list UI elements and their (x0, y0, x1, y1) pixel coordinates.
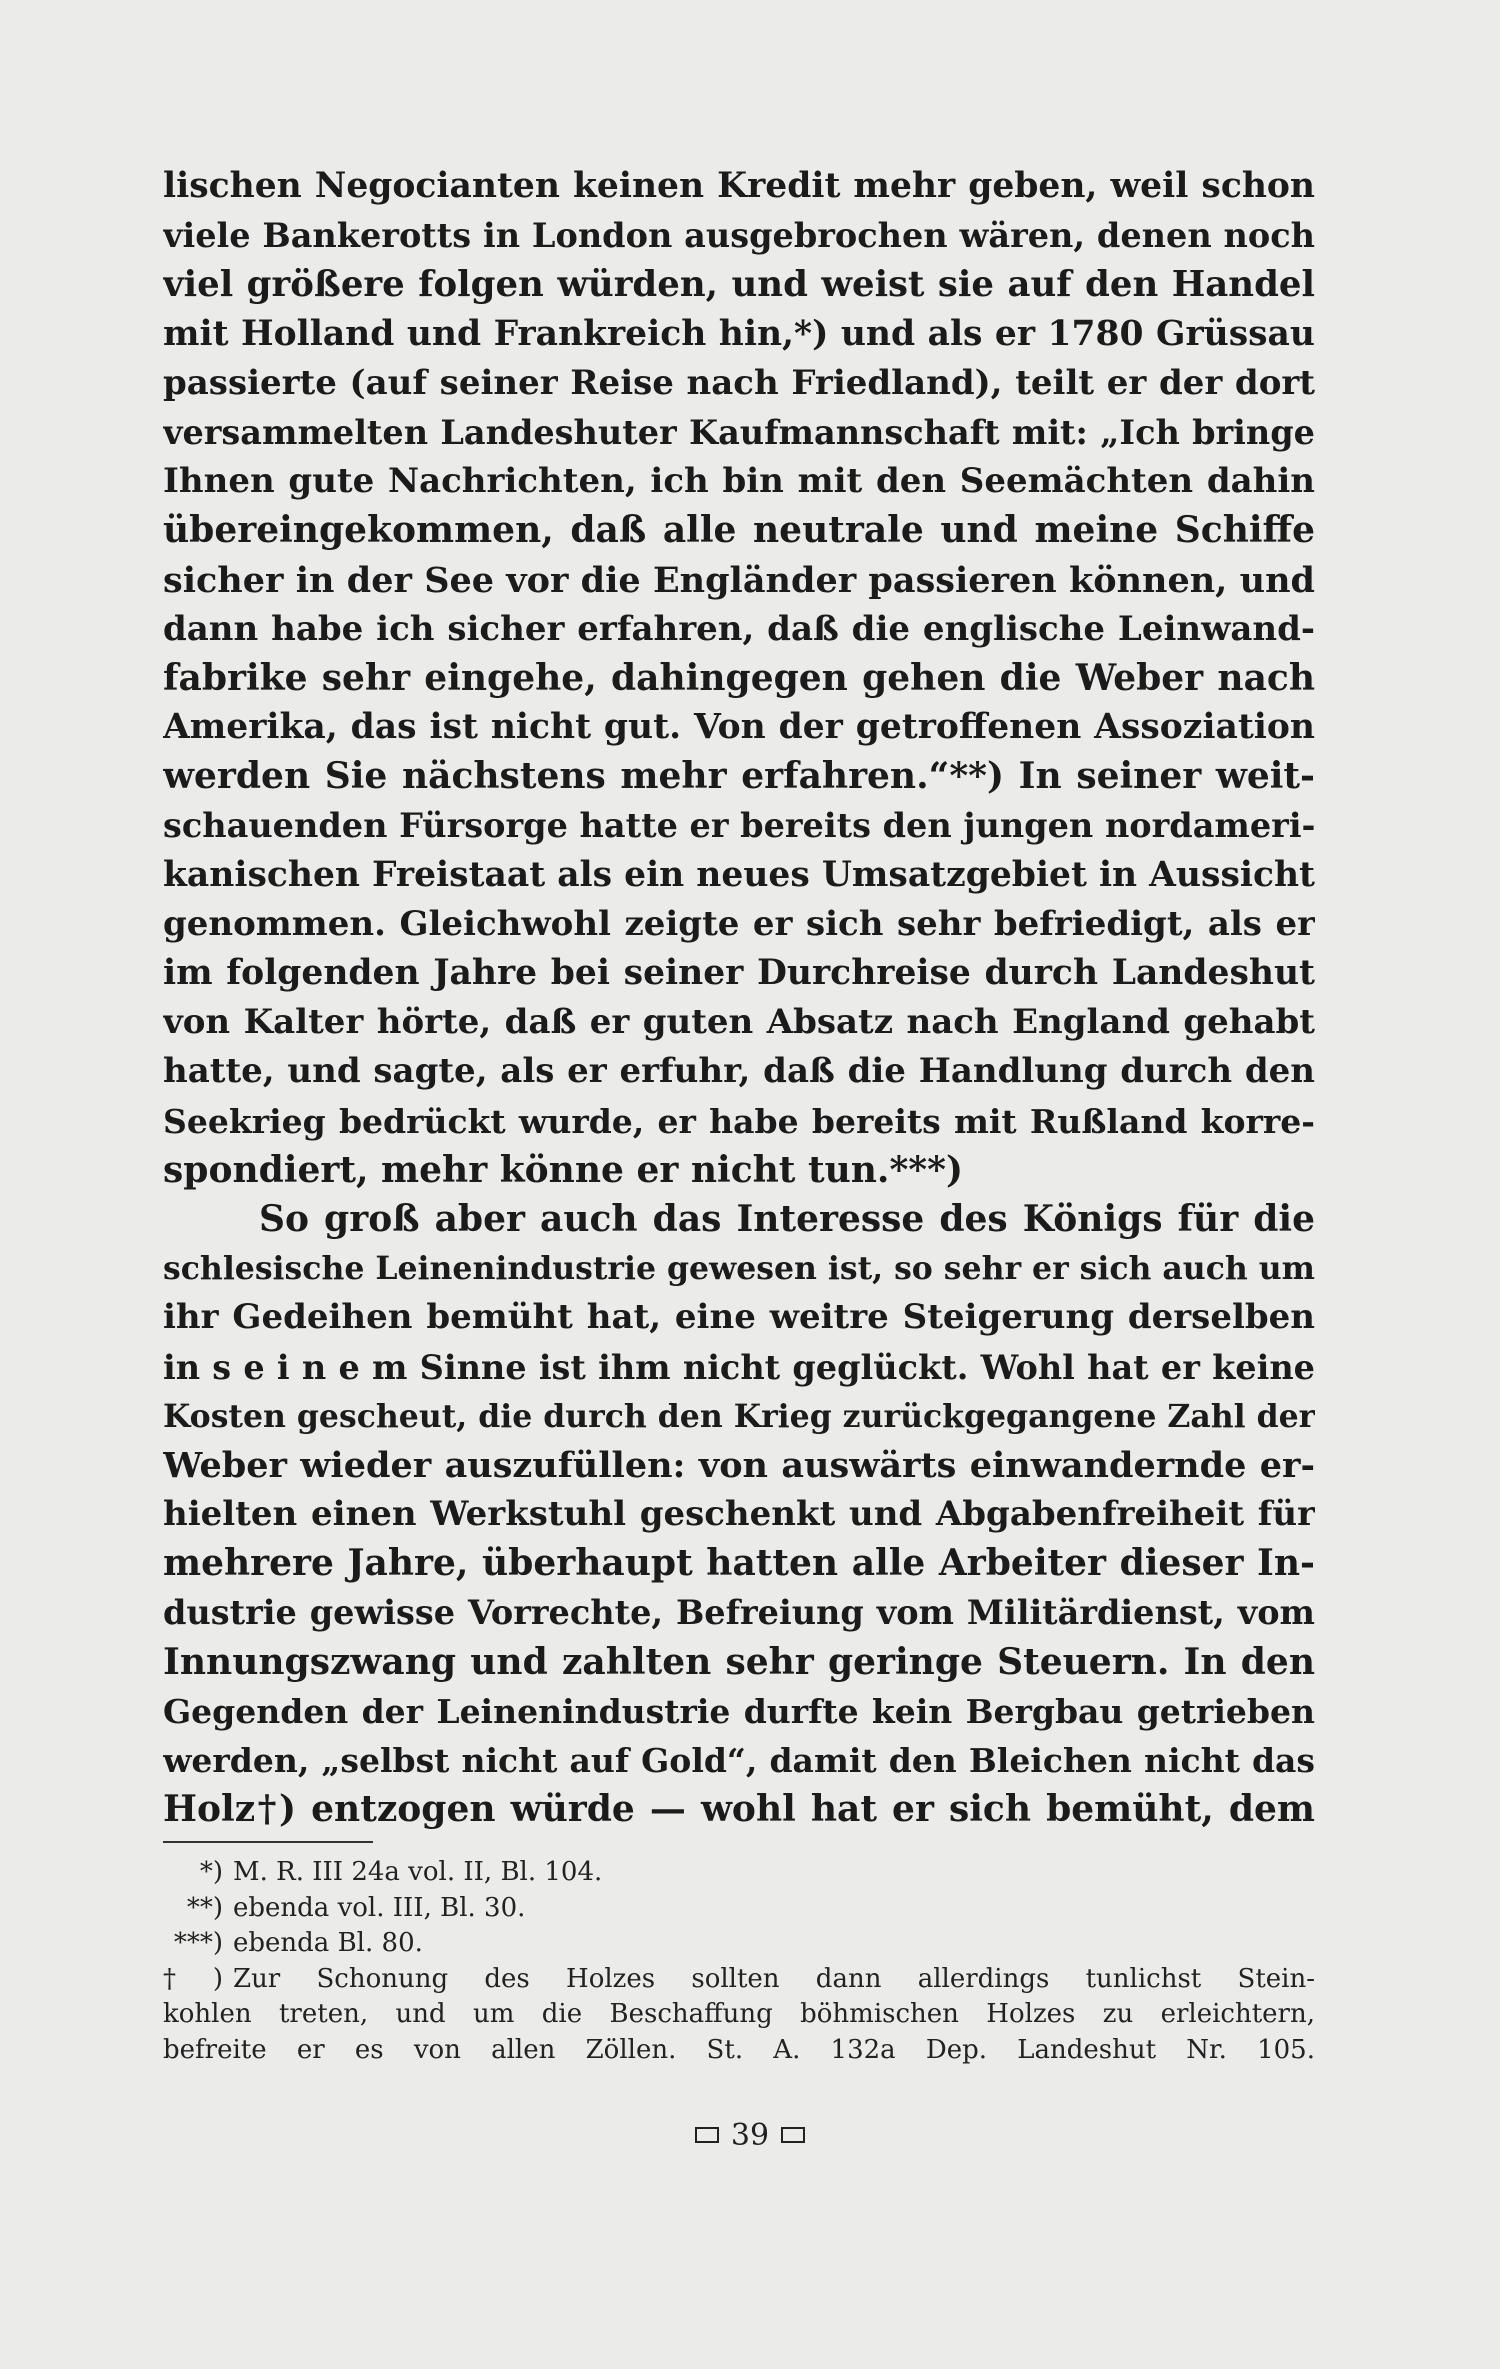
footnote-mark: *) (199, 1857, 223, 1887)
text-line: Innungszwang und zahlten sehr geringe Steuern. In den (163, 1640, 1315, 1683)
footnote-text: kohlen treten, und um die Beschaffung böhmischen Holzes zu erleichtern, (163, 1999, 1315, 2029)
text-line: Weber wieder auszufüllen: von auswärts einwandernde er- (163, 1444, 1315, 1486)
text-line: Kosten gescheut, die durch den Krieg zurückgegangene Zahl der (163, 1397, 1315, 1435)
footnote-text: Zur Schonung des Holzes sollten dann allerdings tunlichst Stein- (233, 1963, 1315, 1994)
footnote-line (163, 2033, 1315, 2069)
footnotes (163, 1855, 1315, 2068)
footnote-line (163, 1962, 1315, 1998)
text-line: kanischen Freistaat als ein neues Umsatzgebiet in Aussicht (163, 854, 1315, 895)
text-line: passierte (auf seiner Reise nach Friedland), teilt er der dort (163, 362, 1315, 403)
text-line: von Kalter hörte, daß er guten Absatz nach England gehabt (163, 1002, 1315, 1043)
text-line: mit Holland und Frankreich hin,*) und als er 1780 Grüssau (163, 313, 1315, 354)
text-line: viel größere folgen würden, und weist sie auf den Handel (163, 264, 1315, 306)
text-line: im folgenden Jahre bei seiner Durchreise durch Landeshut (163, 953, 1315, 993)
footnote-line (163, 1926, 1315, 1962)
text-line: So groß aber auch das Interesse des Königs für die (259, 1197, 1315, 1240)
footnote-separator (163, 1841, 373, 1843)
text-line: schlesische Leinenindustrie gewesen ist, so sehr er sich auch um (163, 1250, 1315, 1288)
square-ornament-left (695, 2127, 719, 2143)
footnote-line (163, 1891, 1315, 1927)
text-line: versammelten Landeshuter Kaufmannschaft mit: „Ich bringe (163, 412, 1315, 452)
text-line: in s e i n e m Sinne ist ihm nicht geglückt. Wohl hat er keine (163, 1347, 1315, 1387)
footnote-mark: †) (163, 1963, 223, 1994)
text-line: dustrie gewisse Vorrechte, Befreiung vom Militärdienst, vom (163, 1593, 1315, 1633)
footnote-line (163, 1855, 1315, 1891)
text-line: viele Bankerotts in London ausgebrochen wären, denen noch (163, 216, 1315, 256)
text-line: lischen Negocianten keinen Kredit mehr geben, weil schon (163, 166, 1315, 206)
footnote-text: ebenda vol. III, Bl. 30. (233, 1892, 526, 1923)
page-number (0, 2118, 1500, 2153)
text-line: werden, „selbst nicht auf Gold“, damit den Bleichen nicht das (163, 1741, 1315, 1780)
square-ornament-right (781, 2127, 805, 2143)
text-line: spondiert, mehr könne er nicht tun.***) (163, 1148, 963, 1191)
text-line: Amerika, das ist nicht gut. Von der getroffenen Assoziation (163, 707, 1315, 748)
text-line: hielten einen Werkstuhl geschenkt und Abgabenfreiheit für (163, 1494, 1315, 1535)
text-line: genommen. Gleichwohl zeigte er sich sehr befriedigt, als er (163, 903, 1315, 944)
text-line: Seekrieg bedrückt wurde, er habe bereits mit Rußland korre- (163, 1101, 1315, 1141)
text-line: hatte, und sagte, als er erfuhr, daß die Handlung durch den (163, 1051, 1315, 1092)
footnote-line (163, 1997, 1315, 2033)
text-line: übereingekommen, daß alle neutrale und meine Schiffe (163, 509, 1315, 552)
text-line: Ihnen gute Nachrichten, ich bin mit den Seemächten dahin (163, 461, 1315, 502)
text-line: werden Sie nächstens mehr erfahren.“**) In seiner weit- (163, 755, 1315, 798)
footnote-text: M. R. III 24a vol. II, Bl. 104. (233, 1857, 603, 1887)
text-line: dann habe ich sicher erfahren, daß die englische Leinwand- (163, 608, 1315, 649)
main-text (163, 162, 1315, 1834)
footnote-mark: ***) (173, 1928, 223, 1958)
page-number-value: 39 (730, 2118, 770, 2153)
footnote-text: ebenda Bl. 80. (233, 1928, 423, 1958)
text-line: Holz†) entzogen würde — wohl hat er sich bemüht, dem (163, 1788, 1315, 1831)
text-line: ihr Gedeihen bemüht hat, eine weitre Steigerung derselben (163, 1297, 1315, 1338)
footnote-text: befreite er es von allen Zöllen. St. A. 132a Dep. Landeshut Nr. 105. (163, 2034, 1315, 2065)
text-line: Gegenden der Leinenindustrie durfte kein Bergbau getrieben (163, 1691, 1315, 1731)
text-line: fabrike sehr eingehe, dahingegen gehen die Weber nach (163, 656, 1315, 699)
text-line: schauenden Fürsorge hatte er bereits den jungen nordameri- (163, 806, 1315, 846)
footnote-mark: **) (186, 1892, 223, 1923)
text-line: sicher in der See vor die Engländer passieren können, und (163, 559, 1315, 601)
text-line: mehrere Jahre, überhaupt hatten alle Arbeiter dieser In- (163, 1542, 1315, 1585)
